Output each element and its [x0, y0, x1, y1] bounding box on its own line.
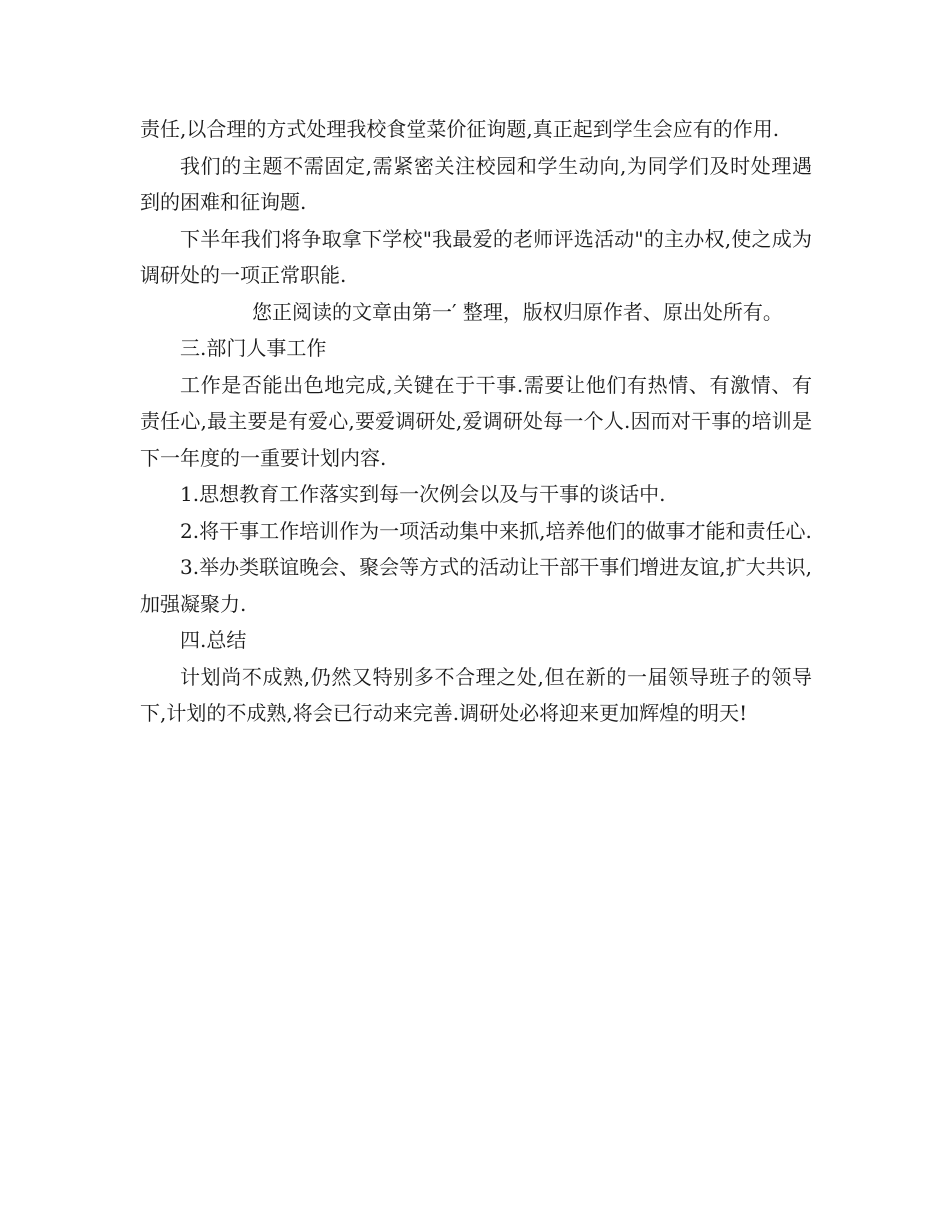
paragraph-teacher-award: 下半年我们将争取拿下学校"我最爱的老师评选活动"的主办权,使之成为调研处的一项正常职能.: [140, 226, 812, 287]
paragraph-topic: 我们的主题不需固定,需紧密关注校园和学生动向,为同学们及时处理遇到的困难和征询题.: [140, 153, 812, 214]
source-notice: 您正阅读的文章由第一′ 整理，版权归原作者、原出处所有。: [252, 299, 783, 324]
list-item-2: 2.将干事工作培训作为一项活动集中来抓,培养他们的做事才能和责任心.: [180, 518, 812, 543]
section-heading-personnel: 三.部门人事工作: [180, 336, 327, 360]
list-item-1: 1.思想教育工作落实到每一次例会以及与干事的谈话中.: [180, 482, 666, 506]
document-body: [140, 111, 812, 732]
section-heading-summary: 四.总结: [180, 628, 247, 652]
paragraph-summary: 计划尚不成熟,仍然又特别多不合理之处,但在新的一届领导班子的领导下,计划的不成熟,将会已行动来完善.调研处必将迎来更加辉煌的明天!: [140, 664, 812, 725]
list-item-3: 3.举办类联谊晚会、聚会等方式的活动让干部干事们增进友谊,扩大共识,加强凝聚力.: [140, 555, 812, 616]
paragraph-continuation: 责任,以合理的方式处理我校食堂菜价征询题,真正起到学生会应有的作用.: [140, 117, 780, 141]
paragraph-personnel: 工作是否能出色地完成,关键在于干事.需要让他们有热情、有激情、有责任心,最主要是有爱心,要爱调研处,爱调研处每一个人.因而对干事的培训是下一年度的一重要计划内容.: [140, 372, 812, 470]
